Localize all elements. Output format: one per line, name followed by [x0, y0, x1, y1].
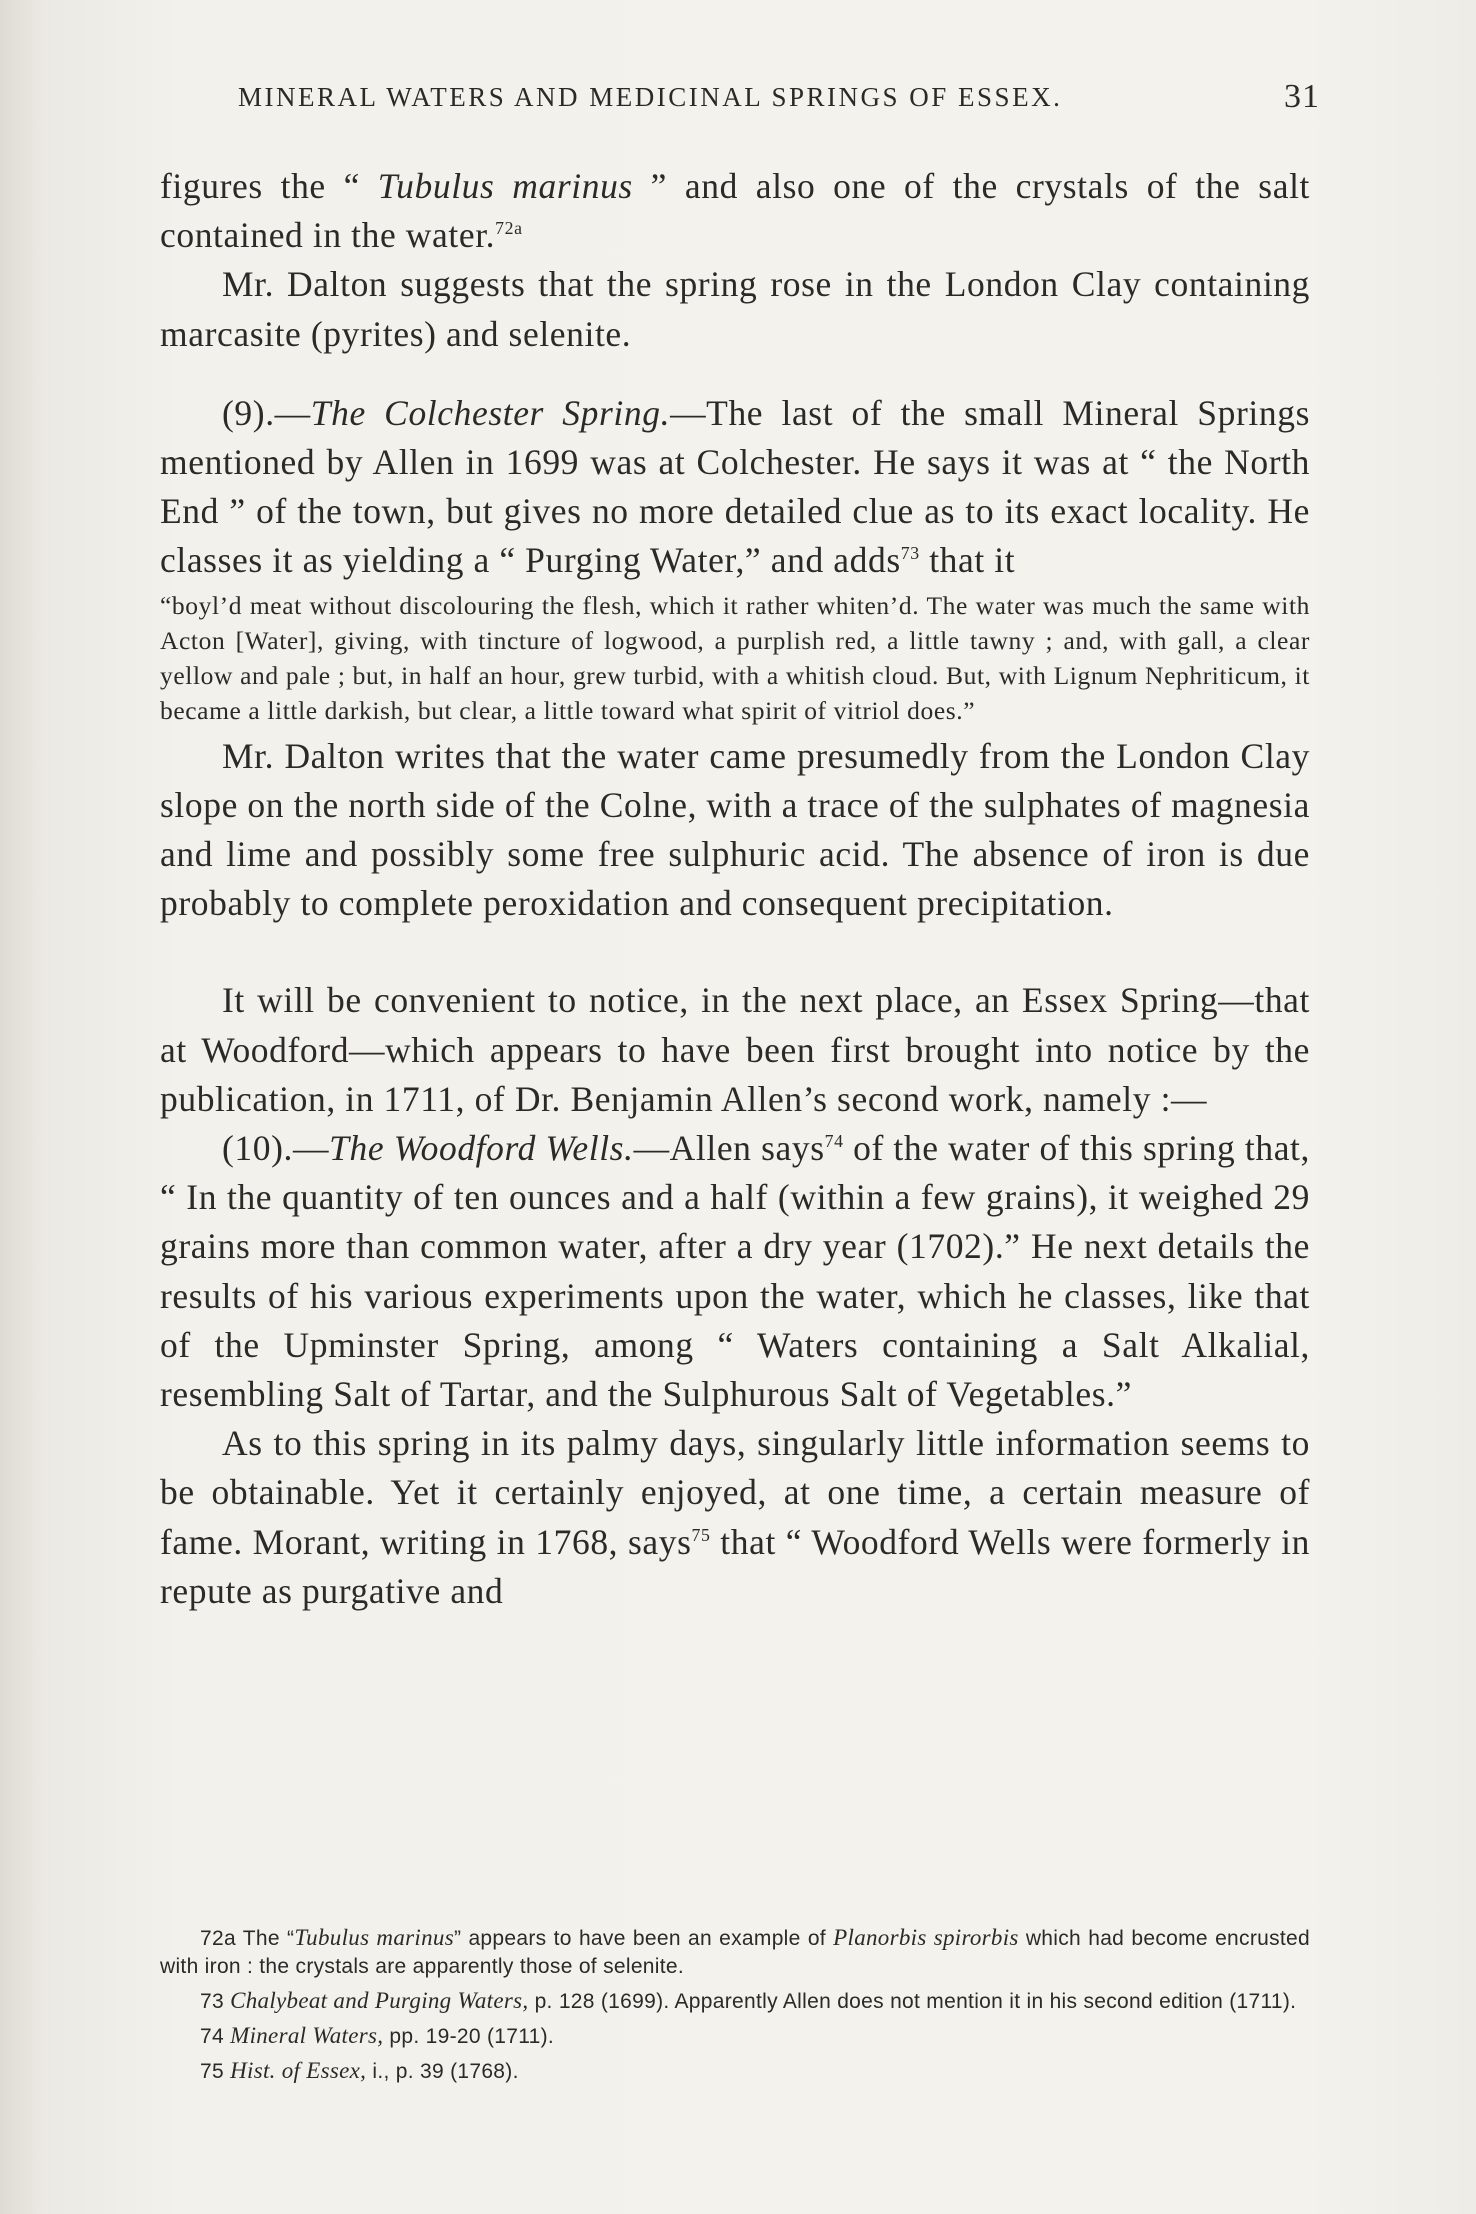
- page-number: 31: [1284, 78, 1320, 115]
- text-run: The “: [235, 1927, 295, 1950]
- section-title: The Colchester Spring.: [310, 392, 671, 433]
- italic-term: Planorbis spirorbis: [833, 1925, 1019, 1950]
- italic-term: Tubulus marinus: [294, 1925, 454, 1950]
- section-number: (10).—: [222, 1128, 330, 1169]
- footnote-72a: [160, 1924, 1310, 1981]
- paragraph-essex-spring: It will be convenient to notice, in the next place, an Essex Spring—that at Woodford—which appears to have been first brought into notice by the publication, in 1711, of Dr. Benjamin Allen’s second work, namely :—: [160, 980, 1310, 1119]
- paragraph-dalton-water: Mr. Dalton writes that the water came presumedly from the London Clay slope on the north side of the Colne, with a trace of the sulphates of magnesia and lime and possibly some free sulphuric acid. The absence of iron is due probably to complete peroxidation and consequent precipitation.: [160, 735, 1310, 924]
- footnote-75: [160, 2057, 1310, 2086]
- main-text: [160, 162, 1310, 1616]
- italic-title: Mineral Waters,: [230, 2023, 384, 2048]
- text-run: figures the “: [160, 166, 378, 206]
- footnote-number: 72a: [200, 1927, 236, 1950]
- footnote-number: 73: [200, 1990, 224, 2013]
- italic-term: Tubulus marinus: [377, 166, 633, 206]
- footnote-number: 75: [200, 2060, 224, 2083]
- text-run: that it: [919, 540, 1016, 581]
- footnote-ref: 73: [900, 543, 920, 564]
- section-number: (9).—: [222, 392, 311, 433]
- text-run: i., p. 39 (1768).: [366, 2060, 519, 2083]
- running-title: MINERAL WATERS AND MEDICINAL SPRINGS OF ESSEX.: [238, 82, 1063, 112]
- paragraph-palmy-days: [160, 1419, 1310, 1616]
- footnote-73: [160, 1987, 1310, 2016]
- footnotes: [160, 1924, 1310, 2092]
- text-run: which had become encrusted with iron : the crystals are apparently those of selenite.: [160, 1927, 1310, 1978]
- text-run: ” appears to have been an example of: [453, 1927, 834, 1950]
- text-run: —The last of the small Mineral Springs mentioned by Allen in 1699 was at Colchester. He says it was at “ the North End ” of the town, but gives no more detailed clue as to its exact locality. He classes it as yielding a “ Purging Water,” and adds: [160, 392, 1310, 581]
- footnote-ref: 75: [691, 1524, 711, 1545]
- text-run: As to this spring in its palmy days, singularly little information seems to be obtainable. Yet it certainly enjoyed, at one time, a certain measure of fame. Morant, writing in 1768, says: [160, 1423, 1310, 1562]
- text-run: ” and also one of the crystals of the salt contained in the water.: [160, 166, 1310, 256]
- text-run: that “ Woodford Wells were formerly in repute as purgative and: [160, 1521, 1310, 1611]
- block-quote: “boyl’d meat without discolouring the flesh, which it rather whiten’d. The water was much the same with Acton [Water], giving, with tincture of logwood, a purplish red, a little tawny ; and, with gall, a clear yellow and pale ; but, in half an hour, grew turbid, with a whitish cloud. But, with Lignum Nephriticum, it became a little darkish, but clear, a little toward what spirit of vitriol does.”: [160, 590, 1310, 725]
- text-run: p. 128 (1699). Apparently Allen does not mention it in his second edition (1711).: [528, 1990, 1297, 2013]
- text-run: pp. 19-20 (1711).: [383, 2025, 555, 2048]
- footnote-ref: 72a: [495, 218, 523, 239]
- text-run: of the water of this spring that, “ In the quantity of ten ounces and a half (within a few grains), it weighed 29 grains more than common water, after a dry year (1702).” He next details the results of his various experiments upon the water, which he classes, like that of the Upminster Spring, among “ Waters containing a Salt Alkalial, resembling Salt of Tartar, and the Sulphurous Salt of Vegetables.”: [160, 1128, 1310, 1415]
- footnote-74: [160, 2022, 1310, 2051]
- paragraph-colchester-spring: [160, 389, 1310, 586]
- italic-title: Chalybeat and Purging Waters,: [230, 1988, 529, 2013]
- paragraph-woodford-wells: [160, 1124, 1310, 1419]
- paragraph-dalton-clay: Mr. Dalton suggests that the spring rose in the London Clay containing marcasite (pyrites) and selenite.: [160, 264, 1310, 354]
- text-run: —Allen says: [633, 1128, 825, 1169]
- footnote-ref: 74: [824, 1131, 844, 1152]
- section-title: The Woodford Wells.: [329, 1128, 634, 1169]
- footnote-number: 74: [200, 2025, 224, 2048]
- italic-title: Hist. of Essex,: [230, 2058, 367, 2083]
- paragraph-continuation: [160, 162, 1310, 260]
